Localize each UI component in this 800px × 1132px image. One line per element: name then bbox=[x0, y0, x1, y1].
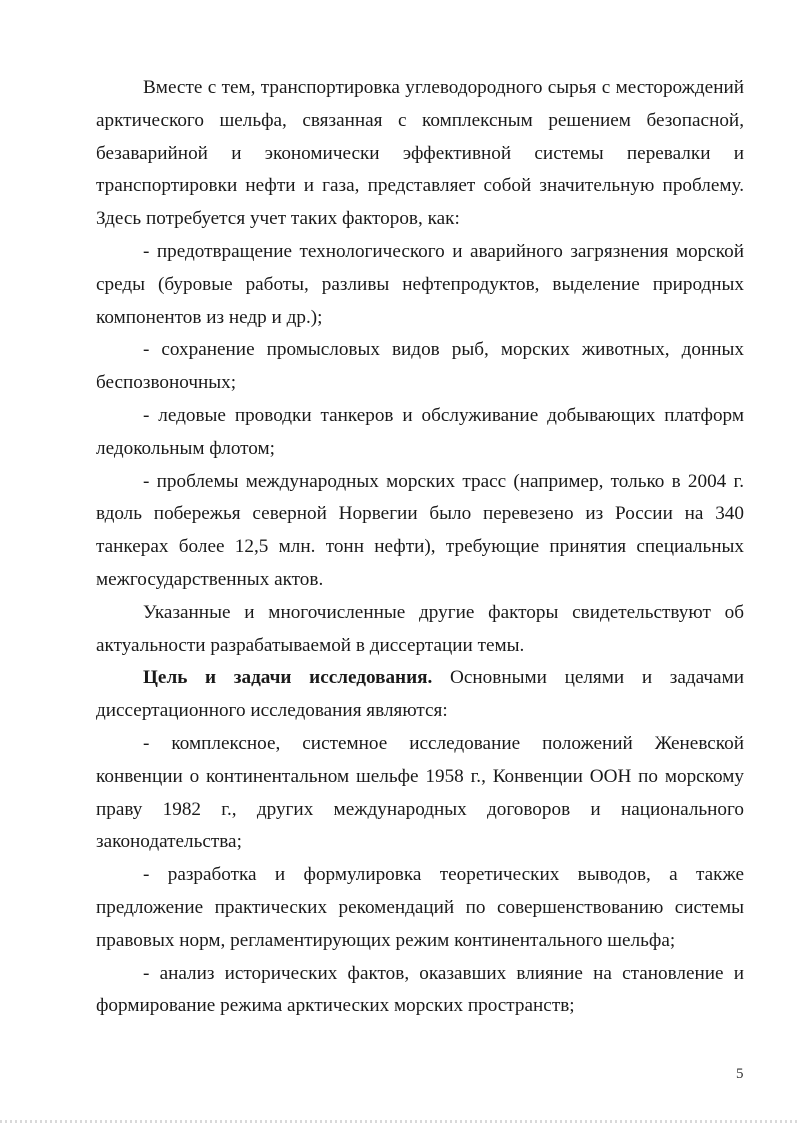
goal-item-theoretical-conclusions: - разработка и формулировка теоретических выводов, а также предложение практических рекомендаций по совершенствованию системы правовых норм, регламентирующих режим континентального шельфа; bbox=[96, 864, 744, 951]
paragraph-goals-intro bbox=[96, 662, 744, 728]
paragraph-pollution-prevention: - предотвращение технологического и аварийного загрязнения морской среды (буровые работы, разливы нефтепродуктов, выделение природных компонентов из недр и др.); bbox=[96, 240, 744, 328]
goal-item-comprehensive-study: - комплексное, системное исследование положений Женевской конвенции о континентальном шельфе 1958 г., Конвенции ООН по морскому праву 1982 г., других международных договоров и национального законодательства; bbox=[96, 732, 744, 853]
paragraph-species-preservation: - сохранение промысловых видов рыб, морских животных, донных беспозвоночных; bbox=[96, 339, 744, 394]
paragraph-transportation: Вместе с тем, транспортировка углеводородного сырья с месторождений арктического шельфа, связанная с комплексным решением безопасной, безаварийной и экономически эффективной системы перевалки и транспортировки нефти и газа, представляет собой значительную проблему. Здесь потребуется учет таких факторов, как: bbox=[96, 77, 744, 230]
paragraph-international-routes: - проблемы международных морских трасс (например, только в 2004 г. вдоль побережья северной Норвегии было перевезено из России на 340 танкерах более 12,5 млн. тонн нефти), требующие принятия специальных межгосударственных актов. bbox=[96, 470, 744, 590]
scan-edge-artifact bbox=[0, 1120, 800, 1123]
goals-intro-text: Основными целями и задачами диссертационного исследования являются: bbox=[96, 667, 744, 722]
page-number: 5 bbox=[736, 1066, 744, 1082]
goal-item-historical-analysis: - анализ исторических фактов, оказавших влияние на становление и формирование режима арктических морских пространств; bbox=[96, 962, 744, 1017]
document-body bbox=[96, 72, 744, 1023]
paragraph-relevance: Указанные и многочисленные другие факторы свидетельствуют об актуальности разрабатываемой в диссертации темы. bbox=[96, 601, 744, 656]
paragraph-icebreaker-escort: - ледовые проводки танкеров и обслуживание добывающих платформ ледокольным флотом; bbox=[96, 404, 744, 459]
goals-heading: Цель и задачи исследования. bbox=[143, 667, 433, 689]
